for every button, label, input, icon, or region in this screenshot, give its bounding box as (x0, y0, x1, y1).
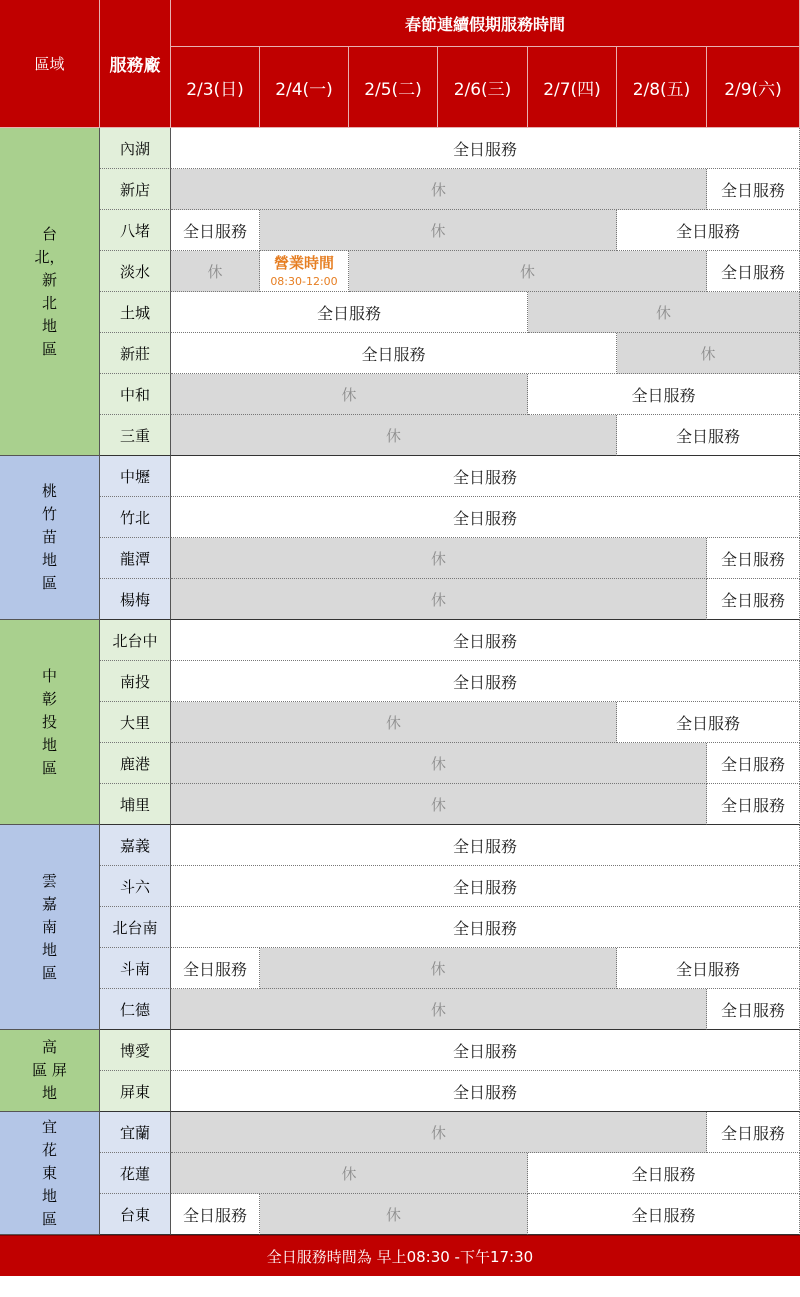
status-open: 全日服務 (171, 1030, 800, 1071)
region-label-char: 區 (41, 963, 57, 982)
status-open: 全日服務 (171, 128, 800, 169)
factory-name: 鹿港 (100, 743, 171, 784)
status-open: 全日服務 (707, 1112, 800, 1153)
factory-name: 仁德 (100, 989, 171, 1030)
status-open: 全日服務 (528, 1194, 800, 1235)
status-open: 全日服務 (171, 907, 800, 948)
region-label-char: 地 (41, 1084, 57, 1102)
day-header: 2/9(六) (707, 47, 800, 128)
factory-name: 楊梅 (100, 579, 171, 620)
factory-name: 新店 (100, 169, 171, 210)
factory-name: 埔里 (100, 784, 171, 825)
status-open: 全日服務 (617, 948, 800, 989)
status-open: 全日服務 (171, 661, 800, 702)
status-open: 全日服務 (171, 948, 260, 989)
status-open: 全日服務 (171, 210, 260, 251)
status-open: 全日服務 (171, 1071, 800, 1112)
status-open: 全日服務 (171, 1194, 260, 1235)
footer-note: 全日服務時間為 早上08:30 -下午17:30 (0, 1235, 800, 1276)
factory-name: 北台中 (100, 620, 171, 661)
status-closed: 休 (171, 169, 707, 210)
region-label (0, 456, 100, 620)
region-label-char: 彰 (41, 689, 57, 708)
factory-name: 斗六 (100, 866, 171, 907)
region-label-char: 桃 (41, 482, 57, 500)
region-label (0, 1112, 100, 1235)
region-label-char: 中 (41, 666, 57, 685)
factory-name: 竹北 (100, 497, 171, 538)
day-header: 2/5(二) (349, 47, 438, 128)
region-column-header: 區域 (0, 0, 100, 128)
region-label-char: 台 (41, 224, 57, 243)
region-label-char: 區 屏 (32, 1061, 67, 1079)
region-label (0, 825, 100, 1030)
status-open: 全日服務 (171, 333, 617, 374)
factory-name: 斗南 (100, 948, 171, 989)
status-closed: 休 (171, 702, 617, 743)
factory-name: 內湖 (100, 128, 171, 169)
region-label-char: 竹 (41, 505, 57, 523)
factory-name: 台東 (100, 1194, 171, 1235)
region-label-char: 花 (41, 1140, 57, 1159)
status-closed: 休 (171, 579, 707, 620)
status-closed: 休 (171, 1153, 528, 1194)
region-label-char: 區 (41, 758, 57, 777)
status-open: 全日服務 (528, 1153, 800, 1194)
factory-name: 博愛 (100, 1030, 171, 1071)
factory-name: 淡水 (100, 251, 171, 292)
status-closed: 休 (171, 538, 707, 579)
status-open: 全日服務 (171, 456, 800, 497)
status-closed: 休 (528, 292, 800, 333)
region-label (0, 1030, 100, 1112)
factory-name: 嘉義 (100, 825, 171, 866)
factory-name: 南投 (100, 661, 171, 702)
status-open: 全日服務 (171, 620, 800, 661)
status-closed: 休 (171, 1112, 707, 1153)
status-open: 全日服務 (171, 497, 800, 538)
region-label-char: 南 (41, 917, 57, 936)
region-label-char: 雲 (41, 871, 57, 890)
status-closed: 休 (171, 784, 707, 825)
region-label-char: 宜 (41, 1117, 57, 1136)
status-closed: 休 (171, 251, 260, 292)
region-label-char: 地 (41, 551, 57, 569)
status-closed: 休 (617, 333, 800, 374)
day-header: 2/7(四) (528, 47, 617, 128)
region-label (0, 128, 100, 456)
status-closed: 休 (171, 743, 707, 784)
region-label-char: 區 (41, 339, 57, 358)
factory-name: 大里 (100, 702, 171, 743)
status-closed: 休 (349, 251, 707, 292)
status-open: 全日服務 (707, 989, 800, 1030)
factory-name: 三重 (100, 415, 171, 456)
factory-name: 土城 (100, 292, 171, 333)
status-open: 全日服務 (707, 251, 800, 292)
region-label-char: 苗 (41, 528, 57, 546)
region-label-char: 區 (41, 1209, 57, 1228)
status-open: 全日服務 (171, 825, 800, 866)
region-label-char: 地 (41, 735, 57, 754)
factory-name: 宜蘭 (100, 1112, 171, 1153)
factory-name: 八堵 (100, 210, 171, 251)
special-hours-time: 08:30-12:00 (270, 274, 338, 288)
day-header: 2/6(三) (438, 47, 528, 128)
region-label-char: 地 (41, 940, 57, 959)
region-label-char: 區 (41, 574, 57, 592)
status-open: 全日服務 (171, 866, 800, 907)
status-open: 全日服務 (617, 415, 800, 456)
region-label-char: 東 (41, 1163, 57, 1182)
status-open: 全日服務 (707, 538, 800, 579)
status-closed: 休 (260, 1194, 528, 1235)
factory-name: 中和 (100, 374, 171, 415)
status-closed: 休 (260, 210, 617, 251)
special-hours-title: 營業時間 (273, 253, 334, 272)
day-header: 2/8(五) (617, 47, 707, 128)
status-open: 全日服務 (707, 784, 800, 825)
status-closed: 休 (171, 415, 617, 456)
region-label-char: 高 (41, 1038, 57, 1056)
factory-name: 新莊 (100, 333, 171, 374)
status-open: 全日服務 (617, 210, 800, 251)
region-label-char: 地 (41, 316, 57, 335)
region-label-char: 嘉 (41, 894, 57, 913)
factory-name: 龍潭 (100, 538, 171, 579)
factory-name: 中壢 (100, 456, 171, 497)
region-label-char: 地 (41, 1186, 57, 1205)
status-special-hours (260, 251, 349, 292)
table-title: 春節連續假期服務時間 (171, 0, 800, 47)
status-closed: 休 (171, 374, 528, 415)
region-label (0, 620, 100, 825)
day-header: 2/4(一) (260, 47, 349, 128)
region-label-char: 北 (41, 293, 57, 312)
status-open: 全日服務 (528, 374, 800, 415)
status-open: 全日服務 (707, 169, 800, 210)
status-open: 全日服務 (707, 579, 800, 620)
region-label-char: 北， (34, 247, 65, 266)
status-open: 全日服務 (707, 743, 800, 784)
status-open: 全日服務 (617, 702, 800, 743)
factory-column-header: 服務廠 (100, 0, 171, 128)
status-open: 全日服務 (171, 292, 528, 333)
status-closed: 休 (260, 948, 617, 989)
status-closed: 休 (171, 989, 707, 1030)
region-label-char: 投 (41, 712, 57, 731)
factory-name: 花蓮 (100, 1153, 171, 1194)
factory-name: 屏東 (100, 1071, 171, 1112)
factory-name: 北台南 (100, 907, 171, 948)
region-label-char: 新 (41, 270, 57, 289)
day-header: 2/3(日) (171, 47, 260, 128)
